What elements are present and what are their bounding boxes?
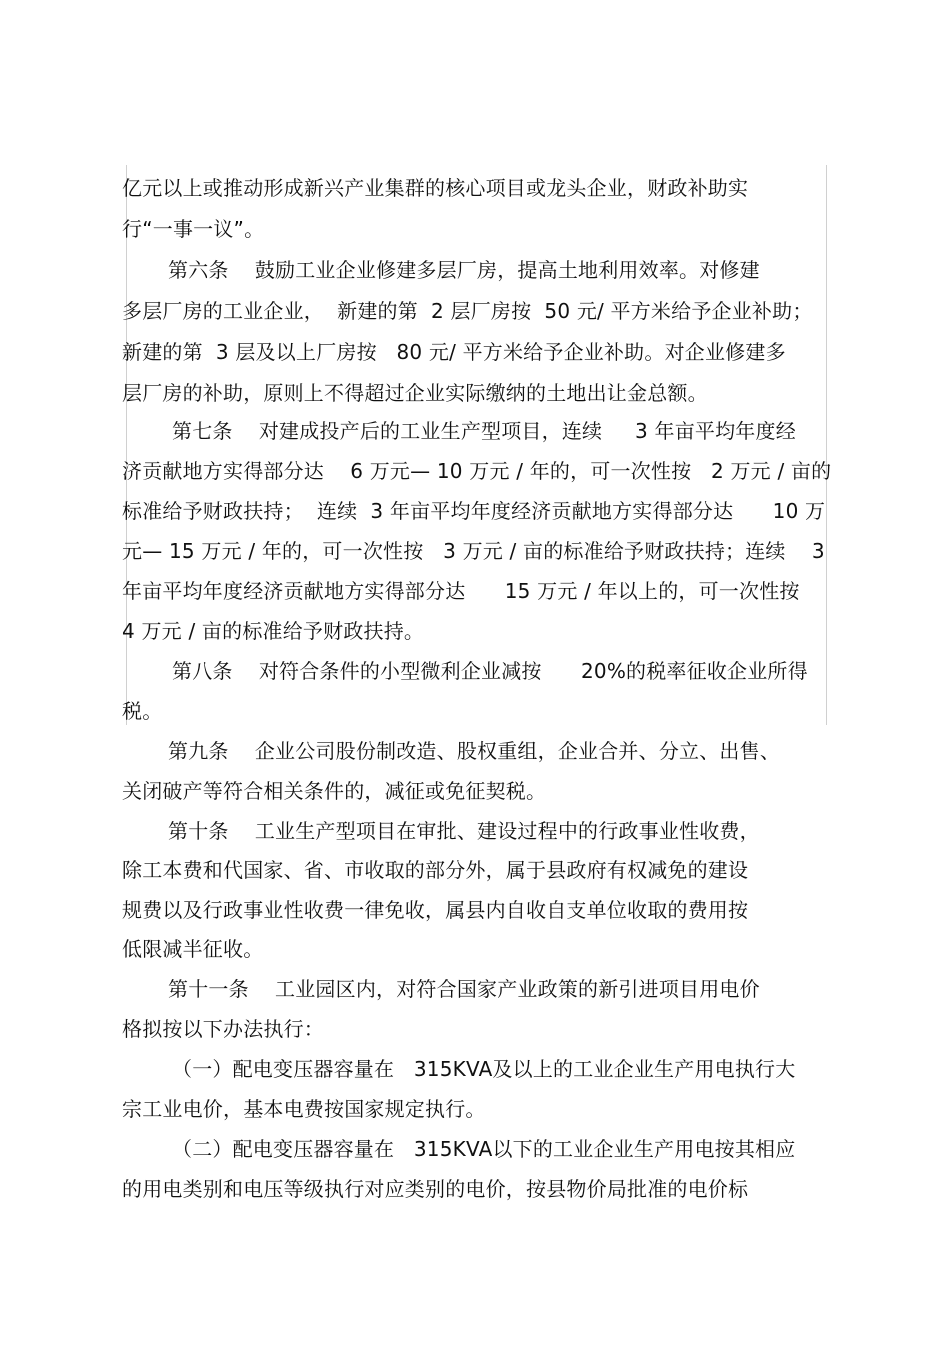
article-11-line: 第十一条 工业园区内，对符合国家产业政策的新引进项目用电价 — [168, 977, 760, 1001]
text-line: 新建的第 3 层及以上厂房按 80 元/ 平方米给予企业补助。对企业修建多 — [122, 340, 786, 364]
text-line: 济贡献地方实得部分达 6 万元— 10 万元 / 年的，可一次性按 2 万元 / 亩的 — [122, 459, 832, 483]
text-line: 元— 15 万元 / 年的，可一次性按 3 万元 / 亩的标准给予财政扶持；连续 3 — [122, 539, 825, 563]
item-2-line: （二）配电变压器容量在 315KVA以下的工业企业生产用电按其相应 — [172, 1137, 796, 1161]
text-line: 宗工业电价，基本电费按国家规定执行。 — [122, 1097, 486, 1121]
text-line: 低限减半征收。 — [122, 937, 264, 961]
right-margin-rule — [826, 165, 827, 725]
text-line: 亿元以上或推动形成新兴产业集群的核心项目或龙头企业，财政补助实 — [122, 176, 749, 200]
text-line: 税。 — [122, 699, 163, 723]
text-line: 年亩平均年度经济贡献地方实得部分达 15 万元 / 年以上的，可一次性按 — [122, 579, 800, 603]
text-line: 的用电类别和电压等级执行对应类别的电价，按县物价局批准的电价标 — [122, 1177, 749, 1201]
text-line: 4 万元 / 亩的标准给予财政扶持。 — [122, 619, 425, 643]
article-9-line: 第九条 企业公司股份制改造、股权重组，企业合并、分立、出售、 — [168, 739, 781, 763]
text-line: 格拟按以下办法执行： — [122, 1017, 324, 1041]
text-line: 层厂房的补助，原则上不得超过企业实际缴纳的土地出让金总额。 — [122, 381, 708, 405]
article-10-line: 第十条 工业生产型项目在审批、建设过程中的行政事业性收费， — [168, 819, 760, 843]
text-line: 标准给予财政扶持； 连续 3 年亩平均年度经济贡献地方实得部分达 10 万 — [122, 499, 826, 523]
text-line: 除工本费和代国家、省、市收取的部分外，属于县政府有权减免的建设 — [122, 858, 749, 882]
text-line: 多层厂房的工业企业， 新建的第 2 层厂房按 50 元/ 平方米给予企业补助； — [122, 299, 813, 323]
text-line: 行“一事一议”。 — [122, 217, 265, 241]
article-7-line: 第七条 对建成投产后的工业生产型项目，连续 3 年亩平均年度经 — [172, 419, 796, 443]
article-6-line: 第六条 鼓励工业企业修建多层厂房，提高土地利用效率。对修建 — [168, 258, 760, 282]
article-8-line: 第八条 对符合条件的小型微利企业减按 20%的税率征收企业所得 — [172, 659, 808, 683]
item-1-line: （一）配电变压器容量在 315KVA及以上的工业企业生产用电执行大 — [172, 1057, 796, 1081]
text-line: 关闭破产等符合相关条件的，减征或免征契税。 — [122, 779, 547, 803]
text-line: 规费以及行政事业性收费一律免收，属县内自收自支单位收取的费用按 — [122, 898, 749, 922]
